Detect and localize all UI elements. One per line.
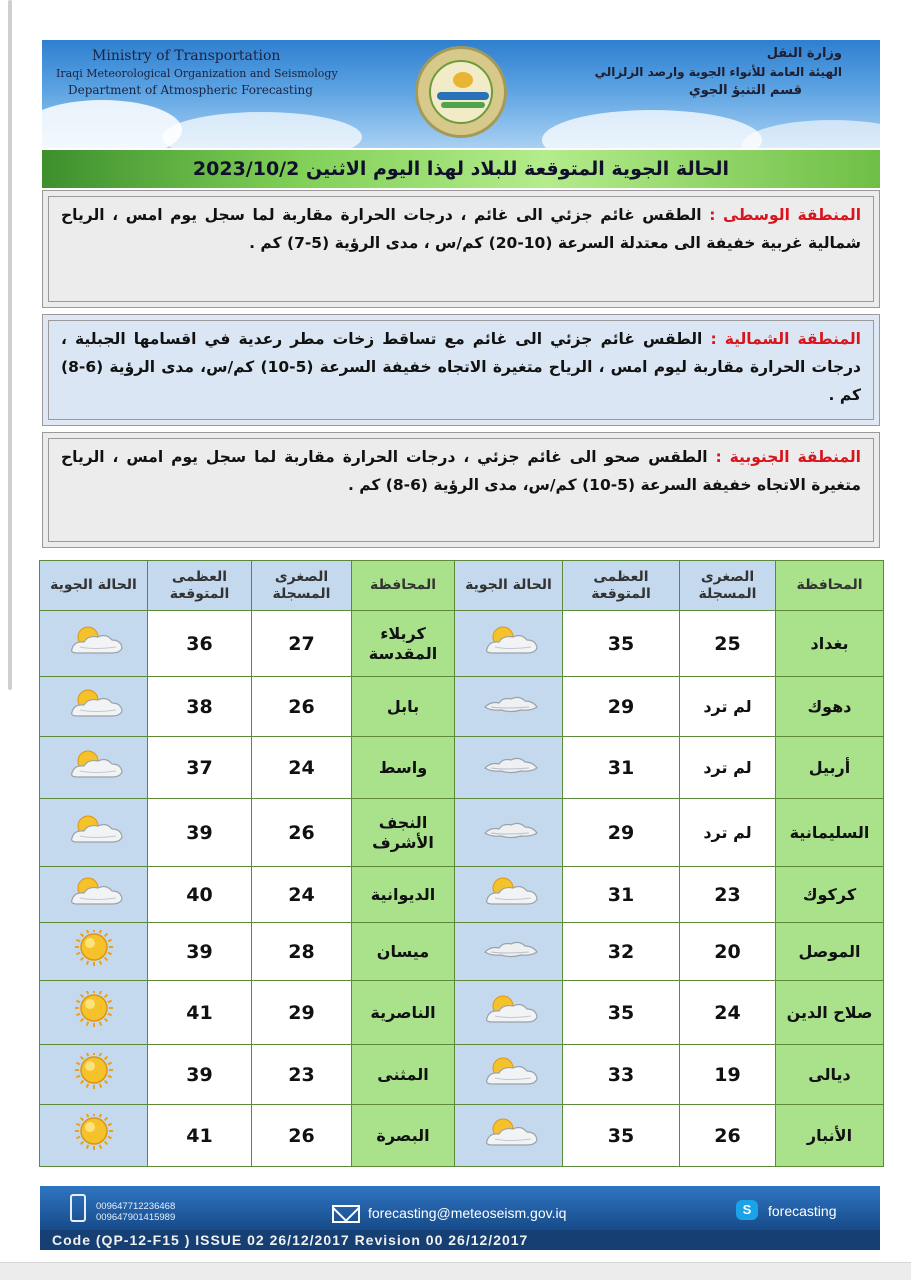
header-max: العظمى المتوقعة xyxy=(563,561,680,611)
max-temp-cell: 41 xyxy=(148,1105,252,1167)
partly-cloudy-icon xyxy=(66,623,122,657)
weather-cell xyxy=(455,981,563,1045)
header-province: المحافظة xyxy=(776,561,884,611)
sunny-icon xyxy=(66,991,122,1025)
province-cell: بغداد xyxy=(776,611,884,677)
weather-cell xyxy=(455,611,563,677)
max-temp-cell: 39 xyxy=(148,923,252,981)
region-north-box xyxy=(42,314,880,426)
table-header-row xyxy=(40,561,884,611)
partly-cloudy-icon xyxy=(481,1115,537,1149)
max-temp-cell: 33 xyxy=(563,1045,680,1105)
phone-numbers xyxy=(96,1201,175,1223)
cloud-decoration xyxy=(42,100,182,148)
partly-cloudy-icon xyxy=(481,992,537,1026)
skype-handle: forecasting xyxy=(768,1203,837,1219)
max-temp-cell: 29 xyxy=(563,799,680,867)
region-south-box xyxy=(42,432,880,548)
weather-cell xyxy=(40,981,148,1045)
min-temp-cell: 26 xyxy=(252,1105,352,1167)
department-name-ar: قسم التنبؤ الجوي xyxy=(688,83,802,98)
province-cell: أربيل xyxy=(776,737,884,799)
email-address: forecasting@meteoseism.gov.iq xyxy=(368,1205,567,1221)
min-temp-cell: لم ترد xyxy=(680,737,776,799)
province-cell: الديوانية xyxy=(352,867,455,923)
document-code-line: Code (QP-12-F15 ) ISSUE 02 26/12/2017 Revision 00 26/12/2017 xyxy=(40,1230,880,1250)
document-footer xyxy=(40,1186,880,1250)
min-temp-cell: 23 xyxy=(252,1045,352,1105)
region-description: الطقس صحو الى غائم جزئي ، درجات الحرارة مقاربة لما سجل يوم امس ، الرياح متغيرة الاتجاه خفيفة السرعة (5-10) كم/س، مدى الرؤية (6-8) كم . xyxy=(61,448,861,494)
table-row xyxy=(40,799,884,867)
region-name: المنطقة الشمالية : xyxy=(710,330,861,348)
table-row xyxy=(40,677,884,737)
weather-cell xyxy=(455,1045,563,1105)
table-row xyxy=(40,1045,884,1105)
weather-cell xyxy=(40,677,148,737)
max-temp-cell: 31 xyxy=(563,737,680,799)
partly-cloudy-icon xyxy=(481,874,537,908)
region-description: الطقس غائم جزئي الى غائم مع تساقط زخات مطر رعدية في اقسامها الجبلية ، درجات الحرارة مقاربة ليوم امس ، الرياح متغيرة الاتجاه خفيفة السرعة (5-10) كم/س، مدى الرؤية (6-8) كم . xyxy=(61,330,861,404)
scrollbar[interactable] xyxy=(8,0,12,690)
region-central-box xyxy=(42,190,880,308)
table-row xyxy=(40,737,884,799)
organization-logo xyxy=(415,46,507,138)
organization-name-en: Iraqi Meteorological Organization and Seismology xyxy=(56,67,338,80)
province-cell: ميسان xyxy=(352,923,455,981)
province-cell: دهوك xyxy=(776,677,884,737)
weather-cell xyxy=(455,1105,563,1167)
province-cell: واسط xyxy=(352,737,455,799)
province-cell: الموصل xyxy=(776,923,884,981)
province-cell: بابل xyxy=(352,677,455,737)
weather-cell xyxy=(40,1105,148,1167)
header-min: الصغرى المسجلة xyxy=(252,561,352,611)
max-temp-cell: 39 xyxy=(148,1045,252,1105)
weather-cell xyxy=(455,677,563,737)
min-temp-cell: 20 xyxy=(680,923,776,981)
min-temp-cell: لم ترد xyxy=(680,799,776,867)
region-name: المنطقة الوسطى : xyxy=(709,206,862,224)
max-temp-cell: 39 xyxy=(148,799,252,867)
partly-cloudy-icon xyxy=(66,686,122,720)
min-temp-cell: 29 xyxy=(252,981,352,1045)
table-row xyxy=(40,867,884,923)
header-weather: الحالة الجوية xyxy=(455,561,563,611)
table-row xyxy=(40,923,884,981)
max-temp-cell: 31 xyxy=(563,867,680,923)
region-south-text xyxy=(49,439,873,499)
max-temp-cell: 29 xyxy=(563,677,680,737)
max-temp-cell: 35 xyxy=(563,981,680,1045)
weather-cell xyxy=(455,923,563,981)
min-temp-cell: لم ترد xyxy=(680,677,776,737)
min-temp-cell: 27 xyxy=(252,611,352,677)
sunny-icon xyxy=(66,1114,122,1148)
min-temp-cell: 28 xyxy=(252,923,352,981)
province-cell: البصرة xyxy=(352,1105,455,1167)
ministry-name-en: Ministry of Transportation xyxy=(92,48,281,64)
header-english xyxy=(56,48,356,97)
min-temp-cell: 26 xyxy=(252,677,352,737)
forecast-title: الحالة الجوية المتوقعة للبلاد لهذا اليوم الاثنين 2023/10/2 xyxy=(192,158,730,180)
cloudy-icon xyxy=(481,750,537,784)
sunny-icon xyxy=(66,1053,122,1087)
province-cell: الأنبار xyxy=(776,1105,884,1167)
weather-cell xyxy=(40,737,148,799)
weather-cell xyxy=(455,799,563,867)
partly-cloudy-icon xyxy=(66,812,122,846)
min-temp-cell: 25 xyxy=(680,611,776,677)
partly-cloudy-icon xyxy=(481,623,537,657)
min-temp-cell: 23 xyxy=(680,867,776,923)
region-name: المنطقة الجنوبية : xyxy=(715,448,861,466)
header-max: العظمى المتوقعة xyxy=(148,561,252,611)
partly-cloudy-icon xyxy=(481,1054,537,1088)
phone-number: 009647712236468 xyxy=(96,1201,176,1212)
max-temp-cell: 38 xyxy=(148,677,252,737)
table-row xyxy=(40,981,884,1045)
province-cell: ديالى xyxy=(776,1045,884,1105)
max-temp-cell: 37 xyxy=(148,737,252,799)
min-temp-cell: 26 xyxy=(252,799,352,867)
forecast-title-bar xyxy=(42,150,880,188)
phone-number: 009647901415989 xyxy=(96,1212,176,1223)
cloudy-icon xyxy=(481,815,537,849)
province-cell: كركوك xyxy=(776,867,884,923)
page-bottom-bar xyxy=(0,1262,911,1280)
region-north-text xyxy=(49,321,873,409)
forecast-table xyxy=(39,560,884,1167)
region-description: الطقس غائم جزئي الى غائم ، درجات الحرارة مقاربة لما سجل يوم امس ، الرياح شمالية غربية خفيفة الى معتدلة السرعة (10-20) كم/س ، مدى الرؤية (5-7) كم . xyxy=(61,206,861,252)
min-temp-cell: 24 xyxy=(680,981,776,1045)
province-cell: النجف الأشرف xyxy=(352,799,455,867)
phone-icon xyxy=(70,1194,86,1222)
table-row xyxy=(40,611,884,677)
min-temp-cell: 19 xyxy=(680,1045,776,1105)
ministry-name-ar: وزارة النقل xyxy=(766,46,842,61)
envelope-icon xyxy=(332,1205,360,1223)
header-min: الصغرى المسجلة xyxy=(680,561,776,611)
weather-cell xyxy=(40,1045,148,1105)
max-temp-cell: 41 xyxy=(148,981,252,1045)
cloudy-icon xyxy=(481,689,537,723)
header-arabic xyxy=(562,46,842,98)
cloud-decoration xyxy=(542,110,762,148)
department-name-en: Department of Atmospheric Forecasting xyxy=(68,83,313,97)
header-province: المحافظة xyxy=(352,561,455,611)
min-temp-cell: 26 xyxy=(680,1105,776,1167)
weather-cell xyxy=(40,867,148,923)
partly-cloudy-icon xyxy=(66,874,122,908)
weather-cell xyxy=(455,867,563,923)
province-cell: السليمانية xyxy=(776,799,884,867)
table-row xyxy=(40,1105,884,1167)
province-cell: كربلاء المقدسة xyxy=(352,611,455,677)
weather-cell xyxy=(455,737,563,799)
cloud-decoration xyxy=(162,112,362,148)
min-temp-cell: 24 xyxy=(252,737,352,799)
weather-cell xyxy=(40,799,148,867)
province-cell: المثنى xyxy=(352,1045,455,1105)
province-cell: صلاح الدين xyxy=(776,981,884,1045)
max-temp-cell: 35 xyxy=(563,611,680,677)
cloudy-icon xyxy=(481,934,537,968)
weather-cell xyxy=(40,611,148,677)
weather-cell xyxy=(40,923,148,981)
region-central-text xyxy=(49,197,873,257)
max-temp-cell: 40 xyxy=(148,867,252,923)
header-weather: الحالة الجوية xyxy=(40,561,148,611)
max-temp-cell: 35 xyxy=(563,1105,680,1167)
organization-name-ar: الهيئة العامة للأنواء الجوية وارصد الزلزالي xyxy=(594,65,842,79)
cloud-decoration xyxy=(742,120,880,148)
skype-icon: S xyxy=(736,1200,758,1220)
partly-cloudy-icon xyxy=(66,747,122,781)
min-temp-cell: 24 xyxy=(252,867,352,923)
sunny-icon xyxy=(66,930,122,964)
document-header xyxy=(42,40,880,148)
province-cell: الناصرية xyxy=(352,981,455,1045)
max-temp-cell: 36 xyxy=(148,611,252,677)
max-temp-cell: 32 xyxy=(563,923,680,981)
